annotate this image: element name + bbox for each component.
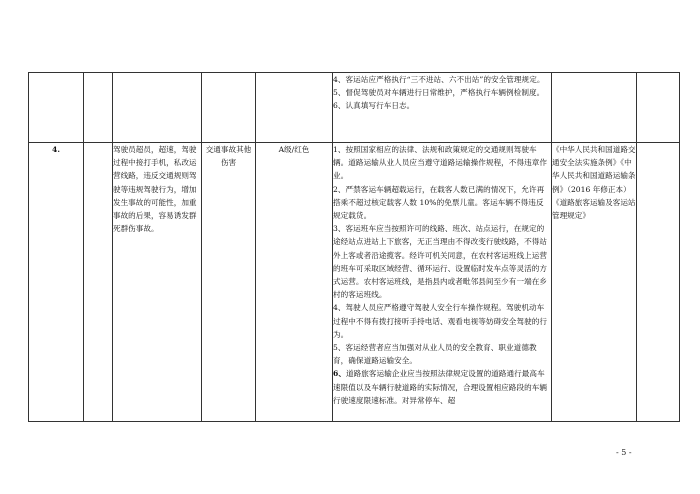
risk-level-cell [256,73,333,143]
empty-cell [84,73,113,143]
empty-cell [637,73,680,143]
risk-description-cell [113,73,202,143]
legal-basis-cell [552,73,637,143]
measure-6-text: 道路旅客运输企业应当按照法律规定设置的道路通行最高车速限值以及车辆行驶道路的实际情况，合理设置相应路段的车辆行驶速度限速标准。对异常停车、超 [333,369,548,405]
measure-6-number: 6、 [333,369,346,379]
row-number-cell: 4. [29,143,84,422]
measure-item: 4、驾驶人员应严格遵守驾驶人安全行车操作规程。驾驶机动车过程中不得有拨打接听手持电话、观看电视等妨碍安全驾驶的行为。 [333,303,548,339]
control-measures-cell [333,73,552,143]
risk-table [28,72,680,422]
accident-type-cell: 交通事故其他伤害 [202,143,256,422]
measure-item: 4、客运站应严格执行“三不进站、六不出站”的安全管理规定。 [333,75,545,84]
empty-cell [84,143,113,422]
control-measures-cell [333,143,552,422]
row-number-cell [29,73,84,143]
measure-item: 5、督促驾驶员对车辆进行日常维护，严格执行车辆例检制度。 [333,88,545,98]
page-number: - 5 - [616,448,632,457]
measure-item-6 [333,367,551,407]
empty-cell [637,143,680,422]
measure-item: 6、认真填写行车日志。 [333,101,415,111]
measure-item: 1、按照国家相应的法律、法规和政策规定的交通规则驾驶车辆。道路运输从业人员应当遵守道路运输操作规程，不得违章作业。 [333,145,548,181]
measure-item: 5、客运经营者应当加强对从业人员的安全教育、职业道德教育，确保道路运输安全。 [333,343,537,366]
legal-basis-cell: 《中华人民共和国道路交通安全法实施条例》《中华人民共和国道路运输条例》（2016 年修正本）《道路旅客运输及客运站管理规定》 [552,143,637,422]
measure-item: 2、严禁客运车辆超载运行，在载客人数已满的情况下，允许再搭乘不超过核定载客人数 10%的免票儿童。客运车辆不得违反规定载货。 [333,184,545,221]
accident-type-cell [202,73,256,143]
risk-level-cell: A级/红色 [256,143,333,422]
table-row [29,73,680,143]
measure-item: 3、客运班车应当按照许可的线路、班次、站点运行，在规定的途经站点进站上下旅客，无正当理由不得改变行驶线路，不得站外上客或者沿途揽客。经许可机关同意，在农村客运班线上运营的班车可采取区域经营、循环运行、设置临时发车点等灵活的方式运营。农村客运班线，是指县内或者毗邻县间至少有一端在乡村的客运班线。 [333,224,548,300]
risk-description-cell: 驾驶员超员，超速，驾驶过程中接打手机，私改运营线路，违反交通规则驾驶等违规驾驶行为，增加发生事故的可能性，加重事故的后果，容易诱发群死群伤事故。 [113,143,202,422]
table-row [29,143,680,422]
